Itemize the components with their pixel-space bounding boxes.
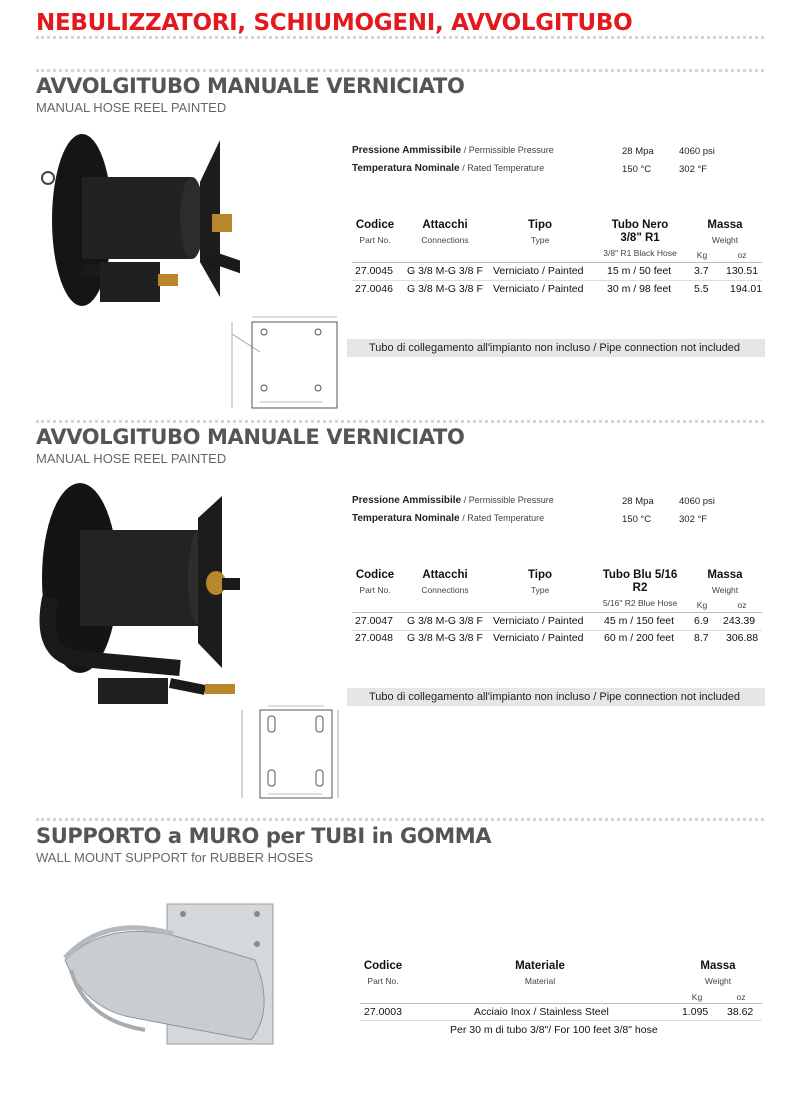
spec-value: 302 °F (679, 514, 708, 525)
cell-kg: 8.7 (694, 632, 709, 644)
col-header-material: Materiale (515, 960, 565, 972)
col-header-type: Tipo (527, 569, 553, 581)
spec-value: 150 °C (622, 514, 652, 525)
table-rule (360, 1020, 762, 1021)
spec-pressure (352, 145, 554, 156)
col-header-code: Codice (355, 569, 395, 581)
col-header-connections: Attacchi (422, 569, 468, 581)
hose-reel-image (30, 122, 240, 317)
cell-oz: 130.51 (726, 265, 759, 277)
spec-label: Pressione Ammissibile (352, 145, 462, 156)
cell-kg: 5.5 (694, 283, 709, 295)
spec-label-en: / Permissible Pressure (463, 495, 554, 505)
spec-temperature (352, 163, 544, 174)
cell-code: 27.0046 (355, 283, 393, 295)
technical-drawing (232, 702, 347, 802)
col-header-mass: Massa (707, 569, 743, 581)
col-subheader: Weight (711, 235, 739, 245)
footnote: Per 30 m di tubo 3/8"/ For 100 feet 3/8" hose (450, 1024, 658, 1036)
unit-oz: oz (736, 992, 746, 1002)
cell-type: Verniciato / Painted (493, 615, 584, 627)
table-rule (360, 1003, 762, 1004)
section-subtitle: WALL MOUNT SUPPORT for RUBBER HOSES (36, 850, 314, 865)
divider (36, 818, 764, 821)
cell-kg: 3.7 (694, 265, 709, 277)
note-banner: Tubo di collegamento all'impianto non incluso / Pipe connection not included (347, 688, 765, 706)
spec-value: 4060 psi (679, 496, 715, 507)
col-header-line: 3/8" R1 (620, 232, 660, 244)
spec-label: Pressione Ammissibile (352, 495, 462, 506)
unit-kg: Kg (696, 600, 708, 610)
spec-value: 302 °F (679, 164, 708, 175)
cell-hose: 45 m / 150 feet (604, 615, 675, 627)
section-title: SUPPORTO a MURO per TUBI in GOMMA (36, 824, 492, 848)
col-subheader: Material (524, 976, 556, 986)
col-subheader: Type (530, 585, 550, 595)
col-header-type: Tipo (527, 219, 553, 231)
cell-connections: G 3/8 M-G 3/8 F (407, 265, 483, 277)
cell-code: 27.0003 (364, 1006, 402, 1018)
wall-support-image (45, 900, 285, 1050)
spec-value: 4060 psi (679, 146, 715, 157)
col-subheader: 3/8" R1 Black Hose (603, 248, 677, 258)
unit-kg: Kg (696, 250, 708, 260)
spec-label-en: / Rated Temperature (462, 513, 545, 523)
table-rule (352, 612, 762, 613)
cell-code: 27.0045 (355, 265, 393, 277)
col-subheader: Connections (421, 235, 469, 245)
section-title: AVVOLGITUBO MANUALE VERNICIATO (36, 74, 465, 98)
cell-oz: 38.62 (727, 1006, 754, 1018)
divider (36, 36, 764, 39)
col-header-line: Tubo Nero (611, 219, 669, 231)
spec-temperature (352, 513, 544, 524)
cell-connections: G 3/8 M-G 3/8 F (407, 283, 483, 295)
table-rule (352, 262, 762, 263)
cell-oz: 194.01 (730, 283, 763, 295)
cell-material: Acciaio Inox / Stainless Steel (474, 1006, 609, 1018)
col-subheader: 5/16" R2 Blue Hose (602, 598, 678, 608)
cell-code: 27.0048 (355, 632, 393, 644)
divider (36, 69, 764, 72)
section-subtitle: MANUAL HOSE REEL PAINTED (36, 100, 227, 115)
cell-code: 27.0047 (355, 615, 393, 627)
cell-hose: 60 m / 200 feet (604, 632, 675, 644)
col-header-code: Codice (355, 219, 395, 231)
spec-value: 28 Mpa (622, 496, 654, 507)
spec-label-en: / Rated Temperature (462, 163, 545, 173)
cell-type: Verniciato / Painted (493, 265, 584, 277)
col-header-mass: Massa (707, 219, 743, 231)
cell-kg: 1.095 (682, 1006, 709, 1018)
col-subheader: Weight (704, 976, 732, 986)
note-banner: Tubo di collegamento all'impianto non incluso / Pipe connection not included (347, 339, 765, 357)
col-header-line: Tubo Blu 5/16 (602, 569, 678, 581)
section-subtitle: MANUAL HOSE REEL PAINTED (36, 451, 227, 466)
divider (36, 420, 764, 423)
table-rule (352, 630, 762, 631)
cell-oz: 243.39 (723, 615, 756, 627)
cell-hose: 15 m / 50 feet (607, 265, 672, 277)
table-rule (352, 280, 762, 281)
col-subheader: Part No. (359, 235, 391, 245)
unit-kg: Kg (691, 992, 703, 1002)
col-header-hose (595, 219, 685, 245)
unit-oz: oz (737, 250, 747, 260)
col-header-line: R2 (632, 582, 648, 594)
unit-oz: oz (737, 600, 747, 610)
col-subheader: Connections (421, 585, 469, 595)
cell-connections: G 3/8 M-G 3/8 F (407, 615, 483, 627)
col-header-mass: Massa (700, 960, 736, 972)
spec-pressure (352, 495, 554, 506)
col-header-hose (595, 569, 685, 595)
cell-connections: G 3/8 M-G 3/8 F (407, 632, 483, 644)
spec-label: Temperatura Nominale (352, 163, 460, 174)
spec-value: 150 °C (622, 164, 652, 175)
cell-kg: 6.9 (694, 615, 709, 627)
col-header-connections: Attacchi (422, 219, 468, 231)
cell-oz: 306.88 (726, 632, 759, 644)
col-header-code: Codice (363, 960, 403, 972)
cell-type: Verniciato / Painted (493, 632, 584, 644)
section-title: AVVOLGITUBO MANUALE VERNICIATO (36, 425, 465, 449)
page-title: NEBULIZZATORI, SCHIUMOGENI, AVVOLGITUBO (36, 10, 633, 36)
col-subheader: Part No. (367, 976, 399, 986)
spec-label: Temperatura Nominale (352, 513, 460, 524)
cell-type: Verniciato / Painted (493, 283, 584, 295)
cell-hose: 30 m / 98 feet (607, 283, 672, 295)
col-subheader: Part No. (359, 585, 391, 595)
technical-drawing (222, 312, 342, 412)
spec-label-en: / Permissible Pressure (463, 145, 554, 155)
col-subheader: Type (530, 235, 550, 245)
hose-reel-image (30, 478, 240, 710)
col-subheader: Weight (711, 585, 739, 595)
spec-value: 28 Mpa (622, 146, 654, 157)
